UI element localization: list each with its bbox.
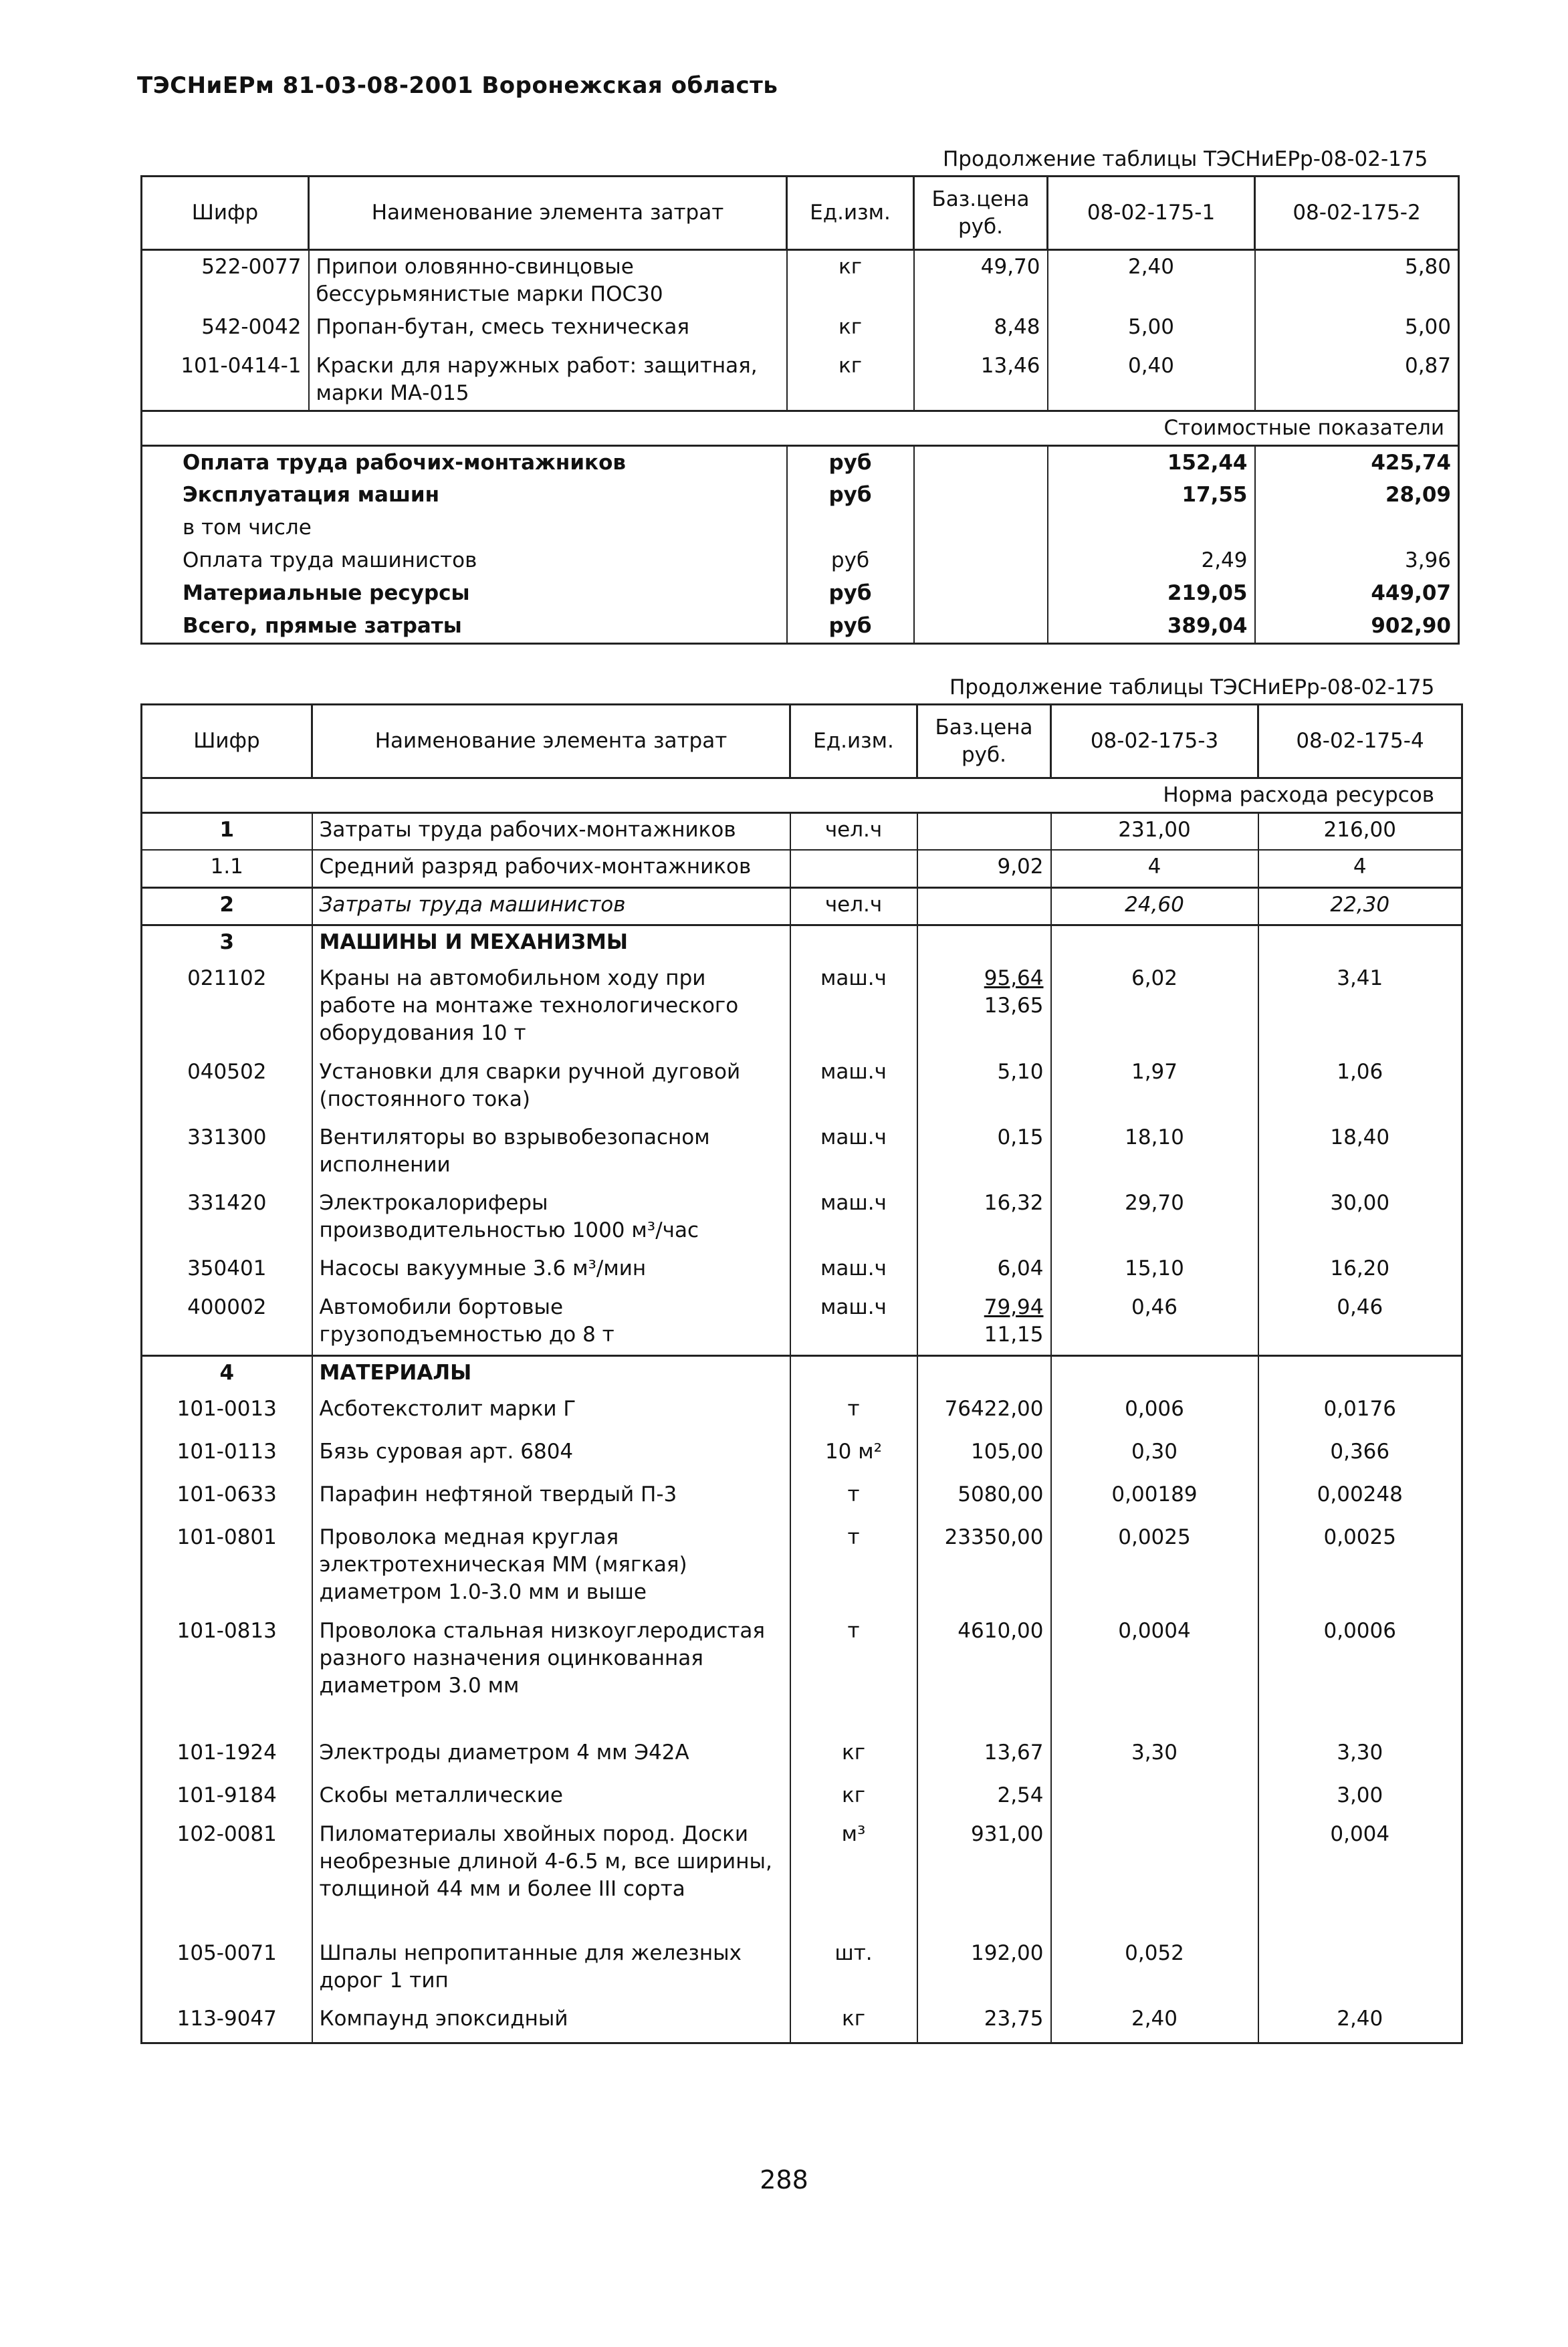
cost-value-1: 219,05 (1048, 577, 1255, 610)
cost-row (142, 577, 1459, 610)
cell-value-1: 0,00189 (1051, 1478, 1258, 1521)
table2-caption: Продолжение таблицы ТЭСНиЕРр-08-02-175 (949, 675, 1435, 699)
cell-code: 400002 (142, 1291, 312, 1355)
cell-value-1: 0,0004 (1051, 1615, 1258, 1737)
table-row (142, 1478, 1462, 1521)
cell-value-2: 0,0006 (1258, 1615, 1462, 1737)
cell-unit (790, 850, 917, 887)
cell-code: 350401 (142, 1252, 312, 1291)
section-title: МАТЕРИАЛЫ (312, 1355, 790, 1393)
t1-header-col2: 08-02-175-2 (1255, 177, 1459, 250)
table-row (142, 250, 1459, 311)
table-row (142, 311, 1459, 350)
cell-price-machinist: 11,15 (984, 1323, 1044, 1347)
cell-name: Бязь суровая арт. 6804 (312, 1436, 790, 1478)
cell-price: 23350,00 (917, 1521, 1051, 1615)
cell-value-2: 0,004 (1258, 1818, 1462, 1937)
cell-unit: шт. (790, 1937, 917, 2003)
table-row (142, 1436, 1462, 1478)
cell-value-1: 0,46 (1051, 1291, 1258, 1355)
cell-unit: маш.ч (790, 1121, 917, 1187)
table-row (142, 850, 1462, 887)
cell-name: Припои оловянно-свинцовые бессурьмянистые марки ПОС30 (309, 250, 787, 311)
table-row (142, 887, 1462, 925)
table-row (142, 1779, 1462, 1818)
cost-value-2: 425,74 (1255, 445, 1459, 479)
cost-value-1 (1048, 512, 1255, 544)
table-row (142, 1393, 1462, 1436)
cell-price: 0,15 (917, 1121, 1051, 1187)
cell-price: 2,54 (917, 1779, 1051, 1818)
table-row (142, 1187, 1462, 1252)
cell-code: 101-1924 (142, 1737, 312, 1779)
cell-value-2: 0,366 (1258, 1436, 1462, 1478)
table-row (142, 350, 1459, 411)
cell-value-2: 5,00 (1255, 311, 1459, 350)
t2-header-code: Шифр (142, 705, 312, 778)
cell-name: Проволока стальная низкоуглеродистая разного назначения оцинкованная диаметром 3.0 мм (312, 1615, 790, 1737)
cell-price: 76422,00 (917, 1393, 1051, 1436)
table-row (142, 2003, 1462, 2043)
cell-value-2: 0,0176 (1258, 1393, 1462, 1436)
cell-unit: 10 м² (790, 1436, 917, 1478)
cell-value-1: 2,40 (1051, 2003, 1258, 2043)
cell-code: 1 (142, 812, 312, 850)
cell-value-2: 22,30 (1258, 887, 1462, 925)
cell-unit: т (790, 1615, 917, 1737)
cell-value-2: 4 (1258, 850, 1462, 887)
cell-price: 23,75 (917, 2003, 1051, 2043)
cell-name: Насосы вакуумные 3.6 м³/мин (312, 1252, 790, 1291)
cell-value-1 (1051, 1779, 1258, 1818)
cell-price: 79,94 (984, 1295, 1044, 1320)
cell-code: 021102 (142, 962, 312, 1056)
cell-value-2: 216,00 (1258, 812, 1462, 850)
t2-header-unit: Ед.изм. (790, 705, 917, 778)
cost-row (142, 445, 1459, 479)
cell-price: 105,00 (917, 1436, 1051, 1478)
table-row (142, 1056, 1462, 1121)
cell-value-1: 0,40 (1048, 350, 1255, 411)
cell-value-2: 3,41 (1258, 962, 1462, 1056)
cell-name: Краны на автомобильном ходу при работе на монтаже технологического оборудования 10 т (312, 962, 790, 1056)
cost-unit: руб (787, 577, 914, 610)
cell-value-1: 1,97 (1051, 1056, 1258, 1121)
cell-unit: маш.ч (790, 962, 917, 1056)
section-title: МАШИНЫ И МЕХАНИЗМЫ (312, 925, 790, 962)
cell-price: 49,70 (914, 250, 1048, 311)
cell-value-1: 5,00 (1048, 311, 1255, 350)
cell-name: Средний разряд рабочих-монтажников (312, 850, 790, 887)
cell-value-1: 3,30 (1051, 1737, 1258, 1779)
cost-value-2 (1255, 512, 1459, 544)
cell-value-1: 6,02 (1051, 962, 1258, 1056)
t1-subheader: Стоимостные показатели (142, 411, 1459, 445)
cell-value-1: 2,40 (1048, 250, 1255, 311)
cell-price (917, 887, 1051, 925)
cost-name: Оплата труда рабочих-монтажников (142, 445, 787, 479)
cost-unit (787, 512, 914, 544)
t2-header-price: Баз.цена руб. (917, 705, 1051, 778)
cell-value-2 (1258, 1937, 1462, 2003)
cell-code: 522-0077 (142, 250, 309, 311)
cell-name: Затраты труда рабочих-монтажников (312, 812, 790, 850)
cell-code: 101-0013 (142, 1393, 312, 1436)
cell-unit: кг (790, 2003, 917, 2043)
cell-unit: кг (787, 350, 914, 411)
cell-price: 16,32 (917, 1187, 1051, 1252)
table-row (142, 812, 1462, 850)
cost-value-1: 17,55 (1048, 479, 1255, 512)
cell-price: 13,67 (917, 1737, 1051, 1779)
cell-name: Затраты труда машинистов (312, 887, 790, 925)
cost-value-2: 28,09 (1255, 479, 1459, 512)
cost-name: Материальные ресурсы (142, 577, 787, 610)
cell-value-1: 0,30 (1051, 1436, 1258, 1478)
table-row (142, 1818, 1462, 1937)
cell-price-machinist: 13,65 (984, 994, 1044, 1018)
cell-value-1: 15,10 (1051, 1252, 1258, 1291)
cell-value-2: 0,87 (1255, 350, 1459, 411)
page-number: 288 (760, 2165, 808, 2195)
table-row (142, 1937, 1462, 2003)
cell-code: 101-9184 (142, 1779, 312, 1818)
cell-name: Асботекстолит марки Г (312, 1393, 790, 1436)
table2 (140, 703, 1463, 2044)
cell-name: Пропан-бутан, смесь техническая (309, 311, 787, 350)
cell-value-1: 231,00 (1051, 812, 1258, 850)
cost-row (142, 544, 1459, 577)
cell-price: 4610,00 (917, 1615, 1051, 1737)
cost-unit: руб (787, 445, 914, 479)
cell-name: Автомобили бортовые грузоподъемностью до 8 т (312, 1291, 790, 1355)
section-code: 4 (142, 1355, 312, 1393)
cost-value-1: 152,44 (1048, 445, 1255, 479)
cost-value-1: 389,04 (1048, 610, 1255, 643)
section-row (142, 925, 1462, 962)
cost-value-2: 3,96 (1255, 544, 1459, 577)
cell-unit: м³ (790, 1818, 917, 1937)
cell-price: 192,00 (917, 1937, 1051, 2003)
cell-value-1: 0,006 (1051, 1393, 1258, 1436)
table-row (142, 1521, 1462, 1615)
cost-row (142, 610, 1459, 643)
table-row (142, 962, 1462, 1056)
cell-name: Скобы металлические (312, 1779, 790, 1818)
cell-value-2: 2,40 (1258, 2003, 1462, 2043)
cell-unit: чел.ч (790, 887, 917, 925)
cell-name: Компаунд эпоксидный (312, 2003, 790, 2043)
t1-header-unit: Ед.изм. (787, 177, 914, 250)
cell-code: 101-0633 (142, 1478, 312, 1521)
cell-code: 102-0081 (142, 1818, 312, 1937)
cell-unit: т (790, 1393, 917, 1436)
cell-value-1: 18,10 (1051, 1121, 1258, 1187)
cell-name: Электрокалориферы производительностью 1000 м³/час (312, 1187, 790, 1252)
table-row (142, 1291, 1462, 1355)
cost-name: Эксплуатация машин (142, 479, 787, 512)
cell-price: 95,64 (984, 966, 1044, 991)
cell-value-1 (1051, 1818, 1258, 1937)
cost-value-2: 902,90 (1255, 610, 1459, 643)
cost-unit: руб (787, 479, 914, 512)
cell-code: 331300 (142, 1121, 312, 1187)
cell-value-2: 1,06 (1258, 1056, 1462, 1121)
cell-name: Проволока медная круглая электротехническая ММ (мягкая) диаметром 1.0-3.0 мм и выше (312, 1521, 790, 1615)
cell-price: 931,00 (917, 1818, 1051, 1937)
cell-name: Парафин нефтяной твердый П-3 (312, 1478, 790, 1521)
cell-code: 331420 (142, 1187, 312, 1252)
cell-code: 101-0113 (142, 1436, 312, 1478)
cell-code: 101-0813 (142, 1615, 312, 1737)
cell-value-2: 16,20 (1258, 1252, 1462, 1291)
cell-unit: маш.ч (790, 1187, 917, 1252)
section-row (142, 1355, 1462, 1393)
cell-unit: т (790, 1521, 917, 1615)
cell-code: 101-0801 (142, 1521, 312, 1615)
cell-unit: кг (787, 250, 914, 311)
cell-code: 105-0071 (142, 1937, 312, 2003)
cost-name: Всего, прямые затраты (142, 610, 787, 643)
cell-unit: маш.ч (790, 1252, 917, 1291)
section-code: 3 (142, 925, 312, 962)
cell-name: Краски для наружных работ: защитная, марки МА-015 (309, 350, 787, 411)
t1-header-name: Наименование элемента затрат (309, 177, 787, 250)
cell-value-1: 0,052 (1051, 1937, 1258, 2003)
table-row (142, 1615, 1462, 1737)
cell-value-1: 29,70 (1051, 1187, 1258, 1252)
cell-code: 1.1 (142, 850, 312, 887)
cell-unit: кг (790, 1779, 917, 1818)
document-header: ТЭСНиЕРм 81-03-08-2001 Воронежская область (137, 72, 778, 99)
t2-header-col4: 08-02-175-4 (1258, 705, 1462, 778)
table1 (140, 175, 1460, 645)
cell-unit: маш.ч (790, 1056, 917, 1121)
cell-price (917, 812, 1051, 850)
cost-row (142, 512, 1459, 544)
cost-name: в том числе (142, 512, 787, 544)
cell-price: 13,46 (914, 350, 1048, 411)
cost-unit: руб (787, 610, 914, 643)
cell-code: 2 (142, 887, 312, 925)
cell-value-2: 0,00248 (1258, 1478, 1462, 1521)
cell-name: Пиломатериалы хвойных пород. Доски необрезные длиной 4-6.5 м, все ширины, толщиной 44 мм и более III сорта (312, 1818, 790, 1937)
cell-code: 040502 (142, 1056, 312, 1121)
cell-name: Вентиляторы во взрывобезопасном исполнении (312, 1121, 790, 1187)
table-row (142, 1121, 1462, 1187)
t1-header-price: Баз.цена руб. (914, 177, 1048, 250)
cell-price: 6,04 (917, 1252, 1051, 1291)
cost-value-1: 2,49 (1048, 544, 1255, 577)
cell-value-2: 0,0025 (1258, 1521, 1462, 1615)
cell-code: 542-0042 (142, 311, 309, 350)
table-row (142, 1252, 1462, 1291)
cell-name: Шпалы непропитанные для железных дорог 1 тип (312, 1937, 790, 2003)
cell-name: Установки для сварки ручной дуговой (постоянного тока) (312, 1056, 790, 1121)
cell-value-2: 0,46 (1258, 1291, 1462, 1355)
cell-unit: кг (787, 311, 914, 350)
cell-code: 101-0414-1 (142, 350, 309, 411)
cost-name: Оплата труда машинистов (142, 544, 787, 577)
cell-value-2: 30,00 (1258, 1187, 1462, 1252)
cost-row (142, 479, 1459, 512)
cost-unit: руб (787, 544, 914, 577)
cell-price: 5080,00 (917, 1478, 1051, 1521)
cell-unit: кг (790, 1737, 917, 1779)
cell-value-1: 24,60 (1051, 887, 1258, 925)
cell-name: Электроды диаметром 4 мм Э42А (312, 1737, 790, 1779)
cell-value-2: 3,00 (1258, 1779, 1462, 1818)
t2-header-name: Наименование элемента затрат (312, 705, 790, 778)
cell-price: 9,02 (917, 850, 1051, 887)
cell-unit: т (790, 1478, 917, 1521)
cell-code: 113-9047 (142, 2003, 312, 2043)
cell-unit: чел.ч (790, 812, 917, 850)
t2-header-col3: 08-02-175-3 (1051, 705, 1258, 778)
table1-caption: Продолжение таблицы ТЭСНиЕРр-08-02-175 (943, 147, 1428, 171)
cell-value-2: 3,30 (1258, 1737, 1462, 1779)
cell-unit: маш.ч (790, 1291, 917, 1355)
t1-header-code: Шифр (142, 177, 309, 250)
t1-header-col1: 08-02-175-1 (1048, 177, 1255, 250)
cell-value-2: 5,80 (1255, 250, 1459, 311)
table-row (142, 1737, 1462, 1779)
cost-value-2: 449,07 (1255, 577, 1459, 610)
cell-value-1: 0,0025 (1051, 1521, 1258, 1615)
cell-price: 8,48 (914, 311, 1048, 350)
cell-price: 5,10 (917, 1056, 1051, 1121)
t2-subheader: Норма расхода ресурсов (142, 778, 1462, 813)
cell-value-1: 4 (1051, 850, 1258, 887)
cell-value-2: 18,40 (1258, 1121, 1462, 1187)
